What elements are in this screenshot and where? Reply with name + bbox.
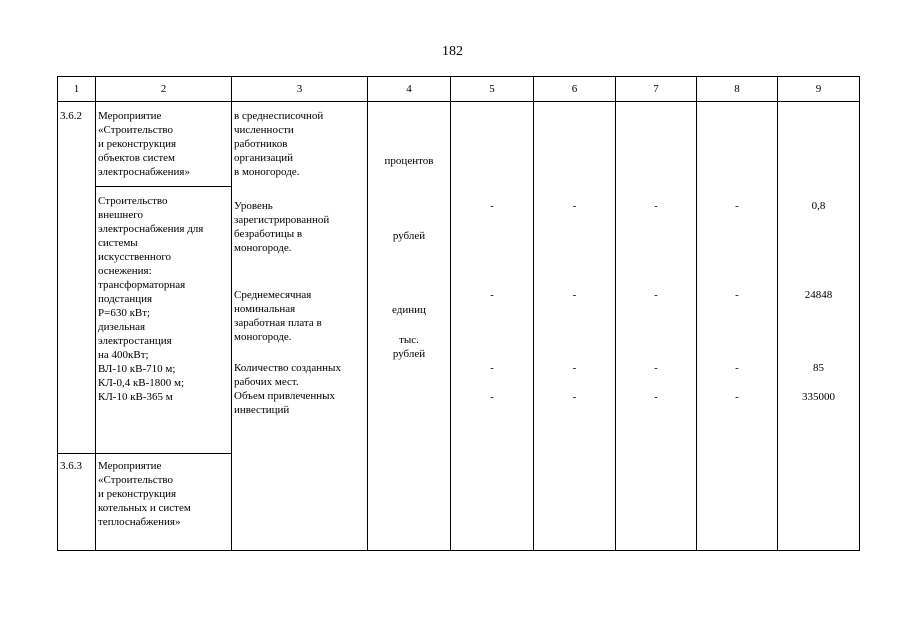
col-divider-1 (95, 76, 96, 551)
value-r2-c7: - (654, 289, 658, 301)
value-r3-c5: - (490, 362, 494, 374)
table-border-top (57, 76, 860, 77)
unit-thousand-rubles: тыс. рублей (392, 334, 426, 360)
value-r2-c8: - (735, 289, 739, 301)
header-cell-9: 9 (815, 83, 822, 95)
unit-percent: процентов (384, 155, 434, 167)
header-cell-1: 1 (73, 83, 80, 95)
indicator-jobs-investments: Количество созданных рабочих мест. Объем привлеченных инвестиций (234, 362, 341, 416)
value-r3-c7: - (654, 362, 658, 374)
header-cell-8: 8 (734, 83, 740, 95)
header-cell-5: 5 (489, 83, 495, 95)
row-363-name: Мероприятие «Строительство и реконструкция котельных и систем теплоснабжения» (98, 460, 191, 528)
table-border-left (57, 76, 58, 551)
col-divider-8 (777, 76, 778, 551)
row-362-description: Строительство внешнего электроснабжения для системы искусственного оснежения: трансформаторная подстанция Р=630 кВт; дизельная электростанция на 400кВт; ВЛ-10 кВ-710 м; КЛ-0,4 кВ-1800 м; КЛ-10 кВ-365 м (98, 195, 204, 403)
header-cell-3: 3 (296, 83, 303, 95)
header-bottom-line (57, 101, 860, 102)
value-r1-c9: 0,8 (811, 200, 826, 212)
header-cell-2: 2 (160, 83, 167, 95)
unit-units: единиц (392, 304, 426, 316)
value-r2-c5: - (490, 289, 494, 301)
row-362-name: Мероприятие «Строительство и реконструкция объектов систем электроснабжения» (98, 110, 190, 178)
value-r4-c6: - (572, 391, 577, 403)
row-363-divider (57, 453, 231, 454)
page-number: 182 (442, 44, 463, 59)
value-r1-c6: - (572, 200, 577, 212)
col-divider-2 (231, 76, 232, 551)
row-363-number: 3.6.3 (60, 460, 82, 472)
header-cell-7: 7 (653, 83, 659, 95)
indicator-average-salary: Среднемесячная номинальная заработная плата в моногороде. (234, 289, 322, 343)
value-r1-c7: - (654, 200, 658, 212)
value-r1-c5: - (490, 200, 494, 212)
value-r3-c9: 85 (813, 362, 824, 374)
col-divider-5 (533, 76, 534, 551)
value-r2-c9: 24848 (804, 289, 833, 301)
value-r3-c6: - (572, 362, 577, 374)
value-r2-c6: - (572, 289, 577, 301)
value-r4-c8: - (735, 391, 739, 403)
value-r4-c7: - (654, 391, 658, 403)
col-divider-7 (696, 76, 697, 551)
header-cell-4: 4 (406, 83, 412, 95)
row-362-name-divider (95, 186, 231, 187)
indicator-unemployment: Уровень зарегистрированной безработицы в моногороде. (234, 200, 330, 254)
table-border-right (859, 76, 860, 551)
value-r4-c9: 335000 (802, 391, 835, 403)
value-r4-c5: - (490, 391, 494, 403)
row-362-number: 3.6.2 (60, 110, 82, 122)
unit-rubles: рублей (392, 230, 426, 242)
col-divider-4 (450, 76, 451, 551)
header-cell-6: 6 (571, 83, 578, 95)
value-r1-c8: - (735, 200, 739, 212)
indicator-share-employees: в среднесписочной численности работников организаций в моногороде. (234, 110, 324, 178)
table-border-bottom (57, 550, 860, 551)
value-r3-c8: - (735, 362, 739, 374)
col-divider-6 (615, 76, 616, 551)
